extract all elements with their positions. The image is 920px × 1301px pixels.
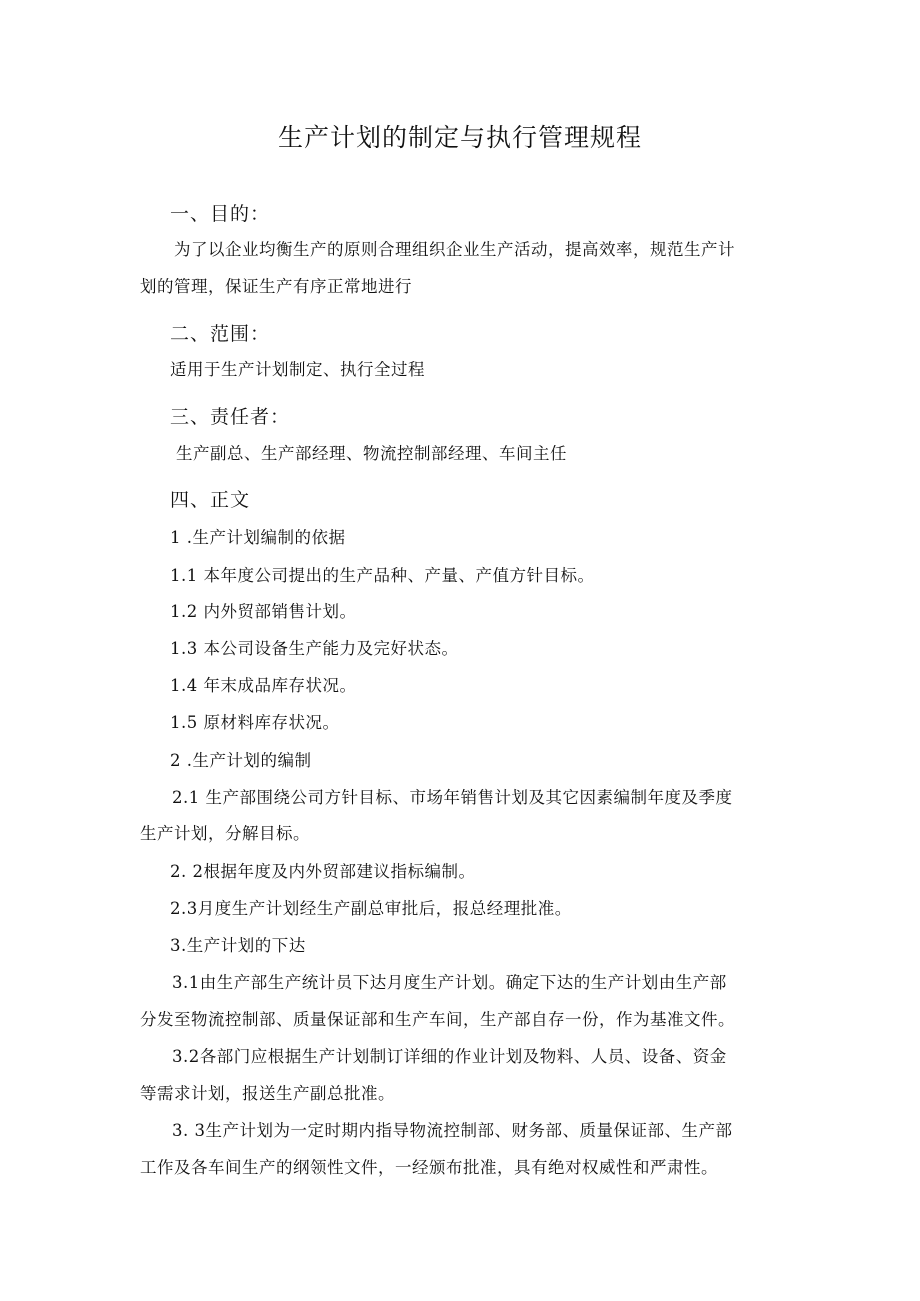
paragraph-line: 3.2各部门应根据生产计划制订详细的作业计划及物料、人员、设备、资金 [172,1047,727,1066]
section-heading-body: 四、正文 [170,489,251,511]
paragraph-line: 3.生产计划的下达 [170,936,306,955]
paragraph-line: 3. 3生产计划为一定时期内指导物流控制部、财务部、质量保证部、生产部 [172,1121,733,1140]
paragraph-line: 生产计划，分解目标。 [140,824,310,843]
paragraph-line: 分发至物流控制部、质量保证部和生产车间，生产部自存一份，作为基准文件。 [140,1010,735,1029]
paragraph-line: 为了以企业均衡生产的原则合理组织企业生产活动，提高效率，规范生产计 [174,240,735,259]
paragraph-line: 1.1 本年度公司提出的生产品种、产量、产值方针目标。 [170,566,595,585]
paragraph-line: 2. 2根据年度及内外贸部建议指标编制。 [170,862,476,881]
paragraph-line: 2 .生产计划的编制 [170,751,312,770]
paragraph-line: 2.1 生产部围绕公司方针目标、市场年销售计划及其它因素编制年度及季度 [172,788,733,807]
paragraph-line: 生产副总、生产部经理、物流控制部经理、车间主任 [176,444,567,463]
document-title: 生产计划的制定与执行管理规程 [277,123,642,152]
paragraph-line: 适用于生产计划制定、执行全过程 [170,360,425,379]
paragraph-line: 1 .生产计划编制的依据 [170,528,346,547]
paragraph-line: 1.2 内外贸部销售计划。 [170,602,357,621]
paragraph-line: 1.3 本公司设备生产能力及完好状态。 [170,639,459,658]
paragraph-line: 3.1由生产部生产统计员下达月度生产计划。确定下达的生产计划由生产部 [172,973,727,992]
paragraph-line: 工作及各车间生产的纲领性文件，一经颁布批准，具有绝对权威性和严肃性。 [140,1158,718,1177]
section-heading-responsible: 三、责任者： [170,406,291,428]
paragraph-line: 1.5 原材料库存状况。 [170,713,340,732]
paragraph-line: 等需求计划，报送生产副总批准。 [140,1084,395,1103]
paragraph-line: 2.3月度生产计划经生产副总审批后，报总经理批准。 [170,899,572,918]
paragraph-line: 1.4 年末成品库存状况。 [170,676,357,695]
paragraph-line: 划的管理，保证生产有序正常地进行 [140,277,412,296]
section-heading-scope: 二、范围： [170,323,271,345]
section-heading-purpose: 一、目的： [170,203,271,225]
